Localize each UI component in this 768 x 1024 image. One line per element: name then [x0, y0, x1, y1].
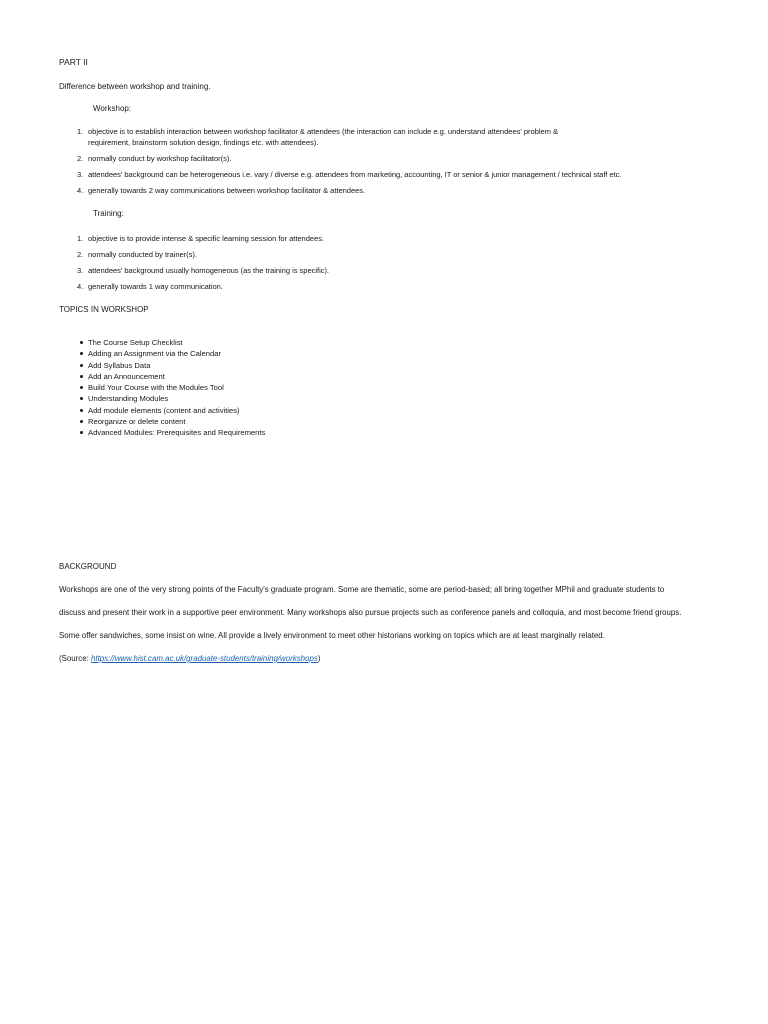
workshop-list [77, 126, 717, 201]
source-link[interactable]: https://www.hist.cam.ac.uk/graduate-students/training/workshops [91, 654, 318, 663]
topic-text: Build Your Course with the Modules Tool [88, 383, 224, 393]
topic-text: Add Syllabus Data [88, 360, 151, 370]
bullet-icon [80, 364, 83, 367]
list-item [80, 348, 265, 359]
topics-heading: TOPICS IN WORKSHOP [59, 305, 149, 314]
workshop-heading: Workshop: [93, 104, 132, 113]
topic-text: Understanding Modules [88, 394, 169, 404]
list-item [77, 169, 717, 180]
bullet-icon [80, 409, 83, 412]
topic-text: Advanced Modules: Prerequisites and Requirements [88, 428, 266, 438]
item-number: 1. [77, 234, 84, 243]
bullet-icon [80, 431, 83, 434]
list-item [80, 371, 265, 382]
bullet-icon [80, 420, 83, 423]
bullet-icon [80, 352, 83, 355]
item-number: 3. [77, 170, 84, 179]
background-paragraph-line: discuss and present their work in a supportive peer environment. Many workshops also pursue projects such as conference panels and colloquia, and most become friend groups. [59, 608, 682, 617]
topic-text: Add an Announcement [88, 371, 165, 381]
item-number: 3. [77, 266, 84, 275]
item-text: objective is to establish interaction between workshop facilitator & attendees (the interaction can include e.g. understand attendees' problem & [88, 127, 558, 136]
list-item [77, 265, 717, 276]
topics-list [80, 337, 265, 439]
item-text: generally towards 2 way communications between workshop facilitator & attendees. [88, 186, 366, 195]
item-text: normally conducted by trainer(s). [88, 250, 197, 259]
topic-text: Reorganize or delete content [88, 417, 186, 427]
source-citation [59, 654, 320, 663]
bullet-icon [80, 375, 83, 378]
list-item [77, 153, 717, 164]
background-heading: BACKGROUND [59, 562, 117, 571]
difference-heading: Difference between workshop and training. [59, 82, 211, 91]
bullet-icon [80, 386, 83, 389]
list-item [80, 405, 265, 416]
item-number: 2. [77, 250, 84, 259]
list-item [80, 416, 265, 427]
topic-text: Add module elements (content and activities) [88, 405, 240, 415]
list-item [77, 281, 717, 292]
list-item [77, 126, 717, 148]
training-heading: Training: [93, 209, 124, 218]
training-list [77, 233, 717, 297]
topic-text: Adding an Assignment via the Calendar [88, 349, 221, 359]
topic-text: The Course Setup Checklist [88, 338, 183, 347]
list-item [80, 337, 265, 348]
item-number: 1. [77, 127, 84, 136]
list-item [80, 382, 265, 393]
item-text-continued: requirement, brainstorm solution design, findings etc. with attendees). [88, 138, 319, 147]
source-prefix: (Source: [59, 654, 92, 663]
background-paragraph-line: Some offer sandwiches, some insist on wine. All provide a lively environment to meet other historians working on topics which are at least marginally related. [59, 631, 605, 640]
item-text: generally towards 1 way communication. [88, 282, 223, 291]
item-number: 4. [77, 282, 84, 291]
source-suffix: ) [317, 654, 321, 663]
list-item [77, 185, 717, 196]
list-item [77, 233, 717, 244]
bullet-icon [80, 397, 83, 400]
list-item [80, 427, 265, 438]
list-item [80, 393, 265, 404]
item-text: normally conduct by workshop facilitator(s). [88, 154, 232, 163]
part-title: PART II [59, 57, 88, 67]
item-text: attendees' background can be heterogeneous i.e. vary / diverse e.g. attendees from marketing, accounting, IT or senior & junior management / technical staff etc. [88, 170, 622, 179]
background-paragraph-line: Workshops are one of the very strong points of the Faculty's graduate program. Some are thematic, some are period-based; all bring together MPhil and graduate students to [59, 585, 665, 594]
item-text: objective is to provide intense & specific learning session for attendees. [88, 234, 325, 243]
list-item [77, 249, 717, 260]
item-number: 4. [77, 186, 84, 195]
bullet-icon [80, 341, 83, 344]
item-number: 2. [77, 154, 84, 163]
item-text: attendees' background usually homogeneous (as the training is specific). [88, 266, 329, 275]
list-item [80, 360, 265, 371]
